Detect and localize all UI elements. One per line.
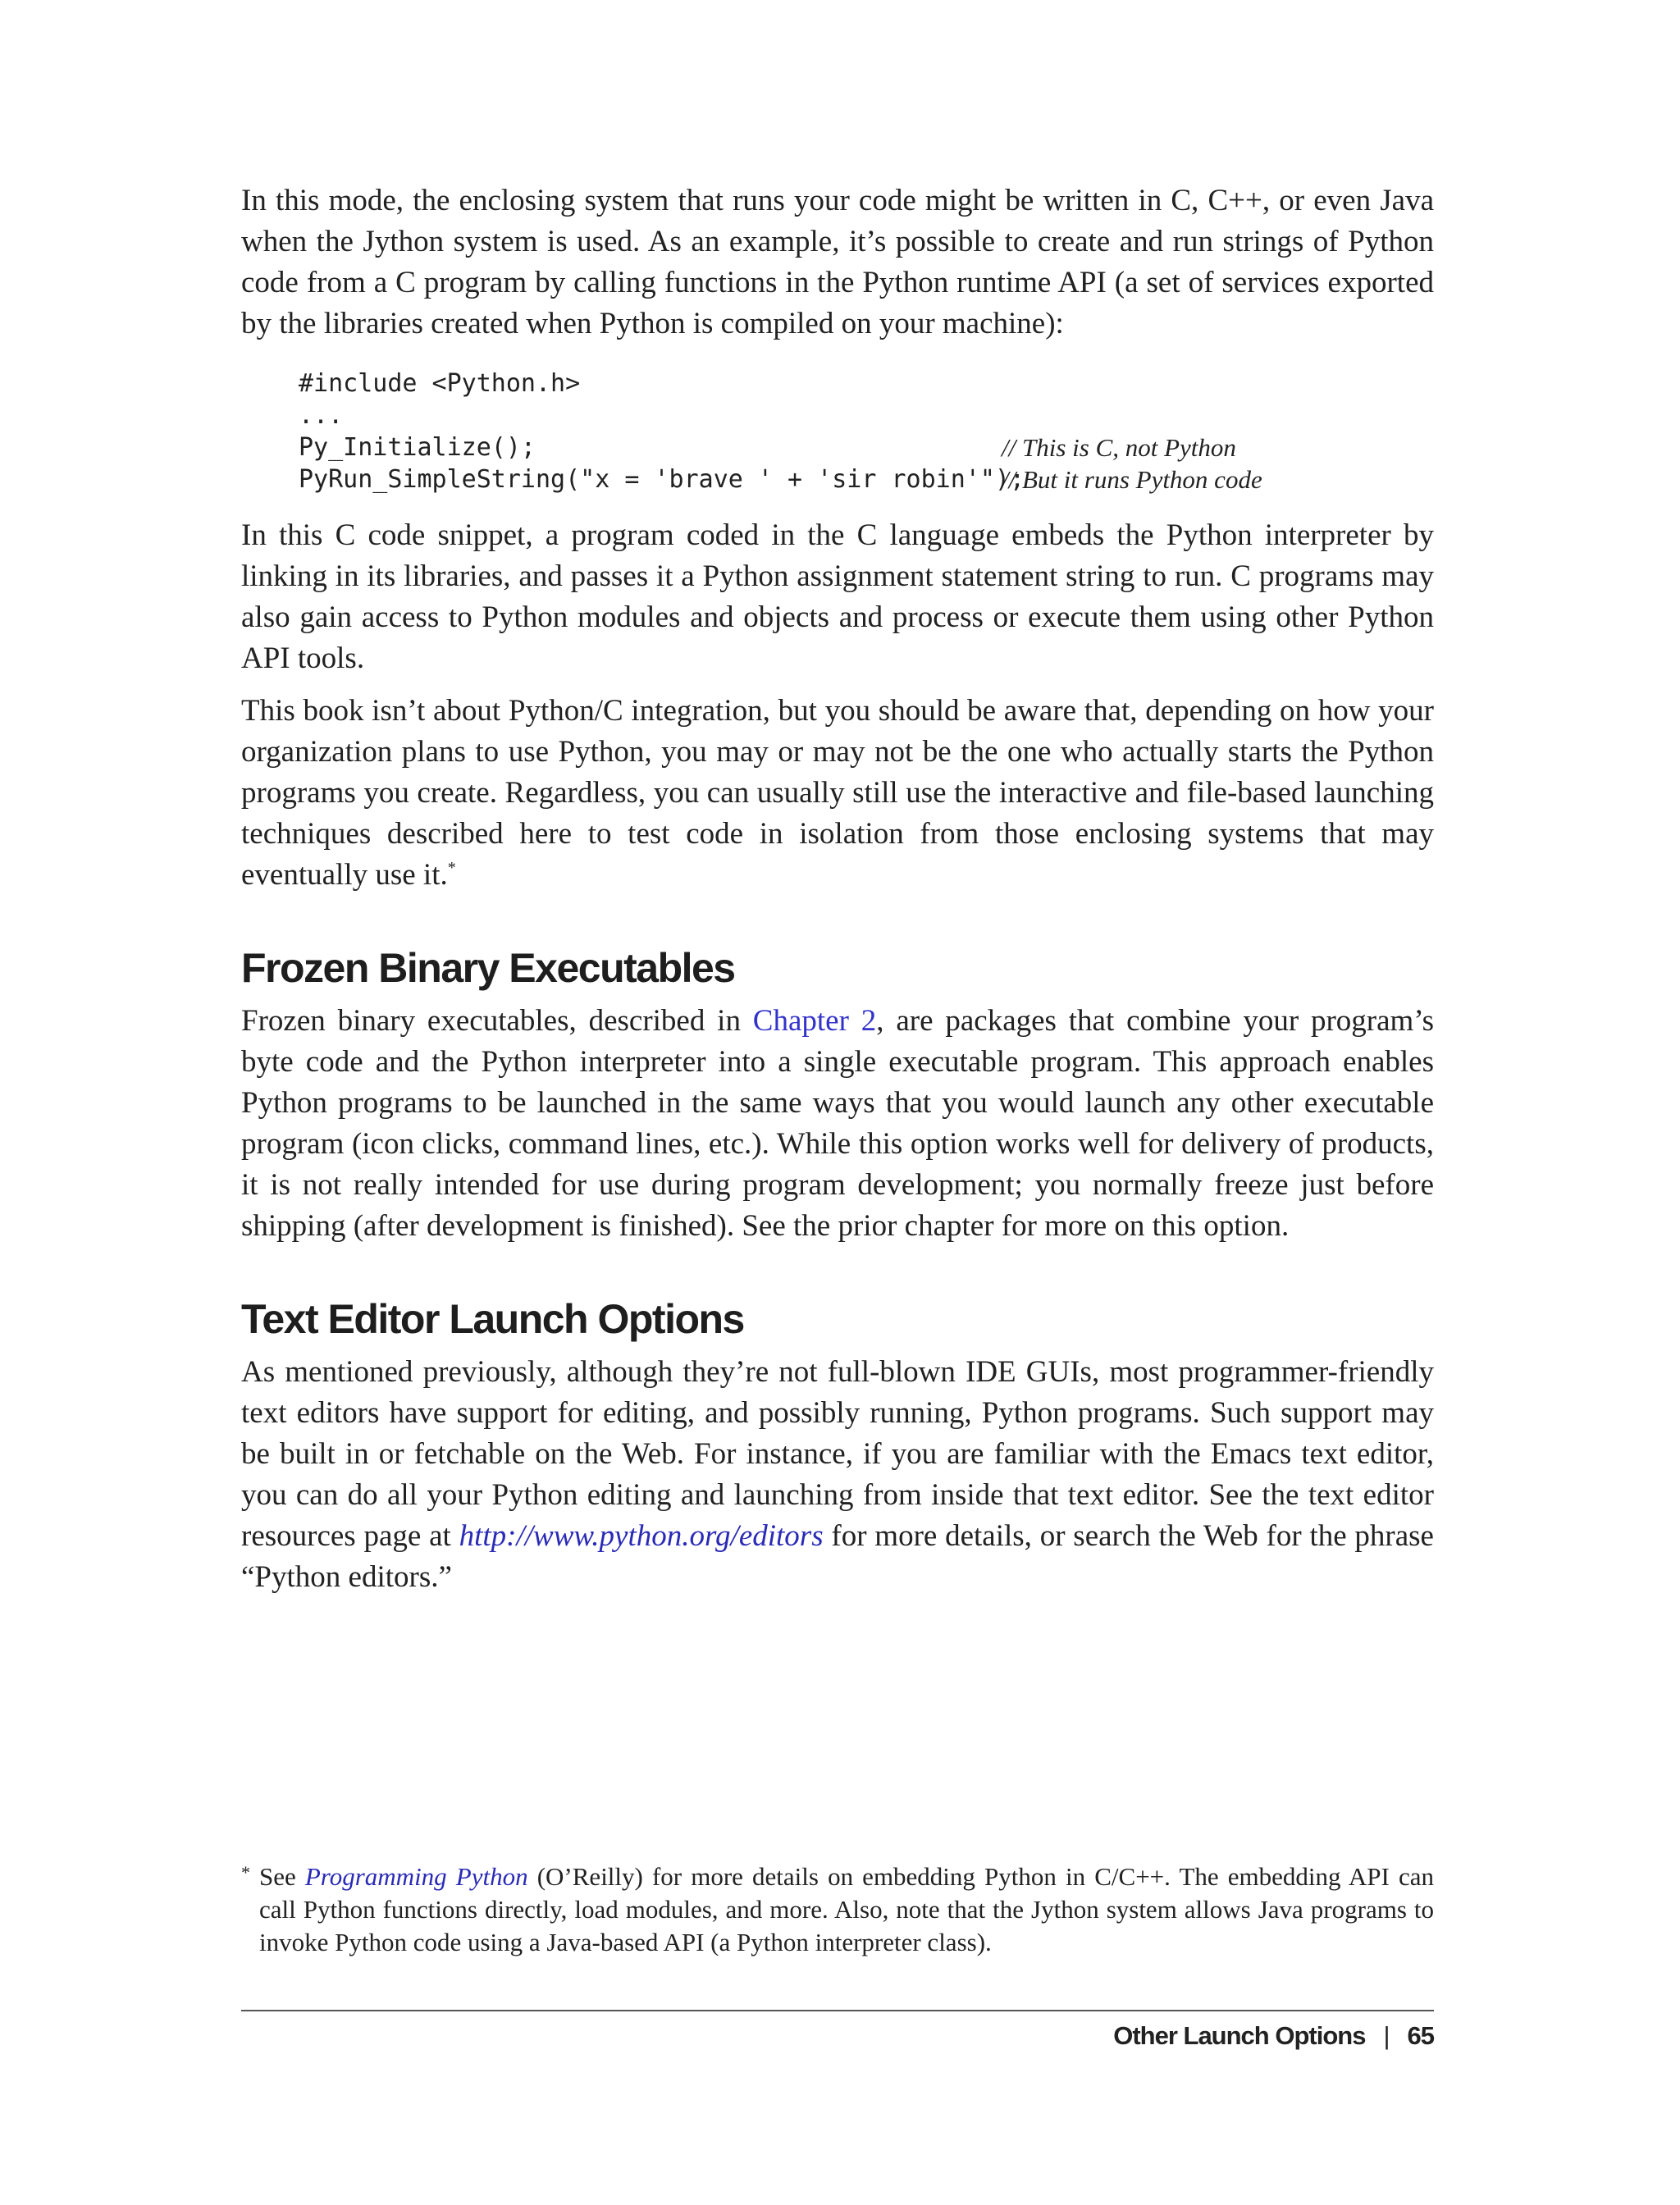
frozen-text-start: Frozen binary executables, described in (241, 1004, 753, 1038)
frozen-text-end: , are packages that combine your program’s byte code and the Python interpreter into a single executable program. This approach enables Python programs to be launched in the same ways that you would launch any other executable program (icon clicks, command lines, etc.). While this option works well for delivery of products, it is not really intended for use during program development; you normally freeze just before shipping (after development is finished). See the prior chapter for more on this option. (241, 1004, 1434, 1243)
paragraph-text-editor (241, 1352, 1434, 1598)
section-heading-text-editor: Text Editor Launch Options (241, 1296, 744, 1342)
code-text: PyRun_SimpleString("x = 'brave ' + 'sir robin'"); (299, 465, 1025, 494)
footnote-text (259, 1860, 1434, 1959)
paragraph-integration-text: This book isn’t about Python/C integration, but you should be aware that, depending on how your organization plans to use Python, you may or may not be the one who actually starts the Python programs you create. Regardless, you can usually still use the interactive and file-based launching techniques described here to test code in isolation from those enclosing systems that may eventually use it. (241, 694, 1434, 892)
chapter-2-link[interactable]: Chapter 2 (752, 1004, 877, 1038)
footer-rule (241, 2010, 1434, 2011)
code-comment: // This is C, not Python (1002, 433, 1236, 462)
code-text: #include <Python.h> (299, 369, 581, 398)
code-comment: // But it runs Python code (1002, 465, 1262, 494)
footnote (241, 1860, 1434, 1959)
footnote-reference[interactable]: * (447, 859, 456, 877)
page-number: 65 (1407, 2021, 1434, 2050)
python-editors-url-link[interactable]: http://www.python.org/editors (459, 1519, 824, 1553)
paragraph-c-snippet: In this C code snippet, a program coded in the C language embeds the Python interpreter by linking in its libraries, and passes it a Python assignment statement string to run. C programs may also gain access to Python modules and objects and process or execute them using other Python API tools. (241, 518, 1434, 675)
footer-separator: | (1383, 2021, 1390, 2050)
code-text: Py_Initialize(); (299, 433, 536, 462)
running-footer (1113, 2021, 1434, 2051)
code-text: ... (299, 401, 344, 430)
editor-text-end: for more details, or search the Web for the phrase “Python editors.” (241, 1519, 1434, 1594)
footnote-mark: * (241, 1862, 250, 1883)
footnote-prefix: See (259, 1862, 305, 1891)
paragraph-integration-note (241, 691, 1434, 896)
code-line (299, 431, 1434, 463)
main-content (241, 180, 1434, 1609)
section-heading-frozen-binaries: Frozen Binary Executables (241, 945, 735, 991)
paragraph-frozen-binaries (241, 1001, 1434, 1247)
footer-section-title: Other Launch Options (1113, 2021, 1366, 2050)
code-line (299, 399, 1434, 431)
footnote-rest: (O’Reilly) for more details on embedding Python in C/C++. The embedding API can call Python functions directly, load modules, and more. Also, note that the Jython system allows Java programs to invoke Python code using a Java-based API (a Python interpreter class). (259, 1862, 1434, 1956)
programming-python-link[interactable]: Programming Python (304, 1862, 528, 1891)
editor-text-start: As mentioned previously, although they’re not full-blown IDE GUIs, most programmer-friendly text editors have support for editing, and possibly running, Python programs. Such support may be built in or fetchable on the Web. For instance, if you are familiar with the Emacs text editor, you can do all your Python editing and launching from inside that text editor. See the text editor resources page at (241, 1355, 1434, 1553)
paragraph-embedding-intro: In this mode, the enclosing system that runs your code might be written in C, C++, or even Java when the Jython system is used. As an example, it’s possible to create and run strings of Python code from a C program by calling functions in the Python runtime API (a set of services exported by the libraries created when Python is compiled on your machine): (241, 184, 1434, 340)
code-block (299, 368, 1434, 495)
code-line (299, 463, 1434, 495)
code-line (299, 368, 1434, 399)
